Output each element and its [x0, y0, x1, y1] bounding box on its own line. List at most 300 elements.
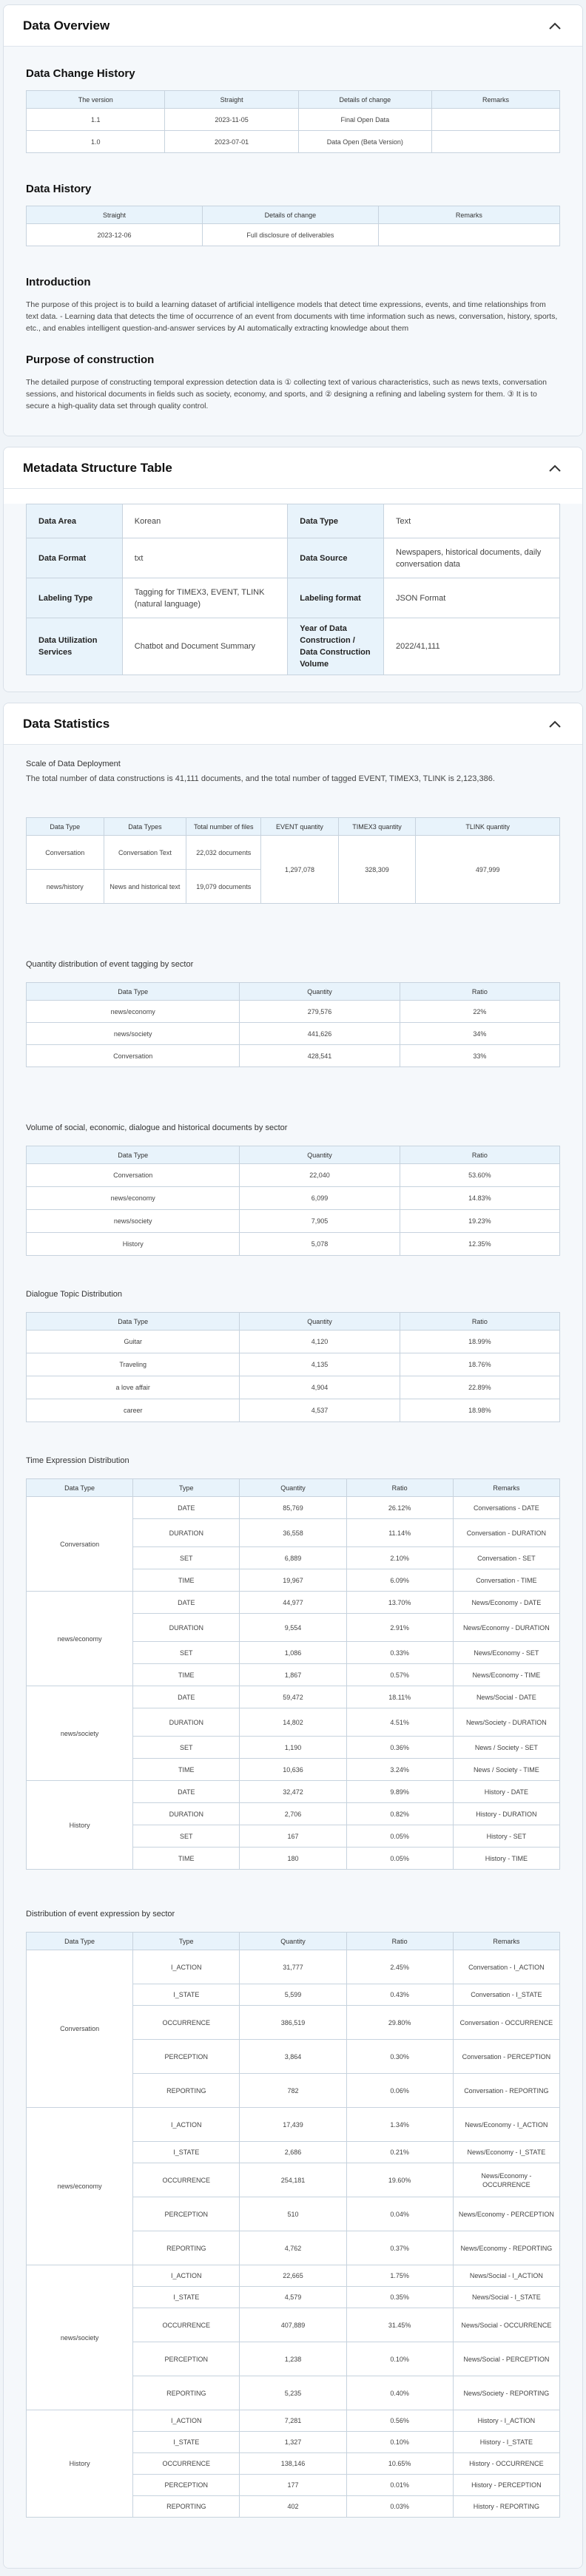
table-cell: Conversations - DATE: [453, 1497, 559, 1519]
table-cell: 19.60%: [346, 2163, 453, 2197]
table-cell: News/Economy - OCCURRENCE: [453, 2163, 559, 2197]
table-cell: PERCEPTION: [133, 2475, 240, 2496]
table-row: [27, 2410, 560, 2432]
table-cell: 2,706: [240, 1803, 346, 1825]
table-cell: 1,086: [240, 1642, 346, 1664]
table-cell: 22.89%: [400, 1376, 559, 1399]
table-cell: 0.35%: [346, 2287, 453, 2308]
table-cell: Conversation - PERCEPTION: [453, 2040, 559, 2074]
table-cell: 0.01%: [346, 2475, 453, 2496]
table-cell: 2023-11-05: [165, 109, 298, 131]
table-cell: Data Open (Beta Version): [298, 131, 431, 153]
table-cell: History - PERCEPTION: [453, 2475, 559, 2496]
table-row: [27, 538, 560, 578]
table-row: [27, 618, 560, 675]
table-cell: 0.10%: [346, 2342, 453, 2376]
table-cell: Traveling: [27, 1353, 240, 1376]
table-cell: 428,541: [240, 1045, 400, 1067]
meta-value: JSON Format: [384, 578, 560, 618]
table-cell: History - REPORTING: [453, 2496, 559, 2518]
table-cell: Conversation: [27, 836, 104, 870]
meta-key: Data Type: [288, 504, 384, 538]
table-cell: 5,235: [240, 2376, 346, 2410]
meta-key: Data Utilization Services: [27, 618, 123, 675]
table-cell: 3,864: [240, 2040, 346, 2074]
table-row: [27, 1686, 560, 1708]
table-cell: 1.75%: [346, 2265, 453, 2287]
table-cell: 0.05%: [346, 1825, 453, 1848]
table-cell: PERCEPTION: [133, 2197, 240, 2231]
table-cell: TIME: [133, 1569, 240, 1592]
table-cell: 2,686: [240, 2142, 346, 2163]
group-label: news/economy: [27, 1592, 133, 1686]
table-header: Quantity: [240, 983, 400, 1001]
table-cell: 4.51%: [346, 1708, 453, 1737]
table-cell: DATE: [133, 1592, 240, 1614]
table-header: TIMEX3 quantity: [338, 818, 416, 836]
table-cell: News/Society - REPORTING: [453, 2376, 559, 2410]
group-label: news/society: [27, 2265, 133, 2410]
table-cell: 0.40%: [346, 2376, 453, 2410]
table-row: [27, 1001, 560, 1023]
meta-value: Korean: [122, 504, 288, 538]
table-row: [27, 109, 560, 131]
table-cell: History: [27, 1233, 240, 1256]
table-header: Remarks: [378, 206, 559, 224]
table-cell: 328,309: [338, 836, 416, 904]
table-cell: 0.82%: [346, 1803, 453, 1825]
section-title: Dialogue Topic Distribution: [26, 1290, 123, 1299]
table-cell: News/Economy - SET: [453, 1642, 559, 1664]
table-cell: 53.60%: [400, 1164, 559, 1187]
table-header: Data Type: [27, 1146, 240, 1164]
table-cell: 4,762: [240, 2231, 346, 2265]
table-cell: 6.09%: [346, 1569, 453, 1592]
table-header: Data Type: [27, 983, 240, 1001]
table-header: Ratio: [346, 1479, 453, 1497]
table-cell: 17,439: [240, 2108, 346, 2142]
table-cell: 6,889: [240, 1547, 346, 1569]
meta-value: 2022/41,111: [384, 618, 560, 675]
table-cell: 5,078: [240, 1233, 400, 1256]
table-cell: Conversation - TIME: [453, 1569, 559, 1592]
table-cell: 18.99%: [400, 1331, 559, 1353]
table-cell: History - SET: [453, 1825, 559, 1848]
table-cell: 2023-07-01: [165, 131, 298, 153]
panel-title: Data Overview: [23, 18, 110, 33]
table-header: Data Type: [27, 1479, 133, 1497]
section-title: Data Change History: [26, 67, 135, 80]
table-cell: DURATION: [133, 1614, 240, 1642]
table-cell: News/Social - I_ACTION: [453, 2265, 559, 2287]
table-cell: I_ACTION: [133, 2410, 240, 2432]
table-cell: SET: [133, 1642, 240, 1664]
table-cell: REPORTING: [133, 2496, 240, 2518]
table-row: [27, 1331, 560, 1353]
event-expression-table: [26, 1932, 560, 2518]
table-header: Details of change: [298, 91, 431, 109]
table-cell: 4,904: [240, 1376, 400, 1399]
table-cell: 31,777: [240, 1950, 346, 1984]
table-cell: 31.45%: [346, 2308, 453, 2342]
table-cell: 14,802: [240, 1708, 346, 1737]
table-cell: I_STATE: [133, 2287, 240, 2308]
table-cell: 32,472: [240, 1781, 346, 1803]
table-cell: 3.24%: [346, 1759, 453, 1781]
purpose-text: The detailed purpose of constructing temporal expression detection data is ① collecting text of various characteristics, such as news texts, conversation sessions, and historical documents in fields such as society, economy, and sports, and ② designing a refining and labeling system for them. ③ It is to secure a high-quality data set through quality control.: [26, 378, 547, 410]
table-cell: 0.43%: [346, 1984, 453, 2006]
table-cell: 180: [240, 1848, 346, 1870]
section-title: Data History: [26, 183, 92, 195]
time-expression-table: [26, 1478, 560, 1870]
table-cell: 44,977: [240, 1592, 346, 1614]
table-cell: 0.05%: [346, 1848, 453, 1870]
table-header: Quantity: [240, 1933, 346, 1950]
table-cell: 22,032 documents: [186, 836, 261, 870]
table-header: Quantity: [240, 1313, 400, 1331]
table-cell: 18.98%: [400, 1399, 559, 1422]
table-cell: 1.1: [27, 109, 165, 131]
table-cell: News/Social - DATE: [453, 1686, 559, 1708]
section-title: Volume of social, economic, dialogue and historical documents by sector: [26, 1123, 288, 1132]
table-cell: 19.23%: [400, 1210, 559, 1233]
table-cell: TIME: [133, 1848, 240, 1870]
table-cell: SET: [133, 1737, 240, 1759]
table-row: [27, 1045, 560, 1067]
table-header: Type: [133, 1479, 240, 1497]
table-header: Ratio: [346, 1933, 453, 1950]
section-title: Distribution of event expression by sector: [26, 1910, 175, 1919]
metadata-panel: [3, 447, 583, 692]
table-cell: TIME: [133, 1759, 240, 1781]
volume-table: [26, 1146, 560, 1256]
meta-value: txt: [122, 538, 288, 578]
table-cell: 254,181: [240, 2163, 346, 2197]
table-header: Data Types: [104, 818, 186, 836]
table-cell: 0.04%: [346, 2197, 453, 2231]
table-cell: 497,999: [416, 836, 560, 904]
table-cell: 33%: [400, 1045, 559, 1067]
table-cell: 2.45%: [346, 1950, 453, 1984]
meta-key: Data Area: [27, 504, 123, 538]
table-cell: REPORTING: [133, 2231, 240, 2265]
table-cell: 10,636: [240, 1759, 346, 1781]
table-cell: News / Society - TIME: [453, 1759, 559, 1781]
table-cell: History - DURATION: [453, 1803, 559, 1825]
table-cell: I_ACTION: [133, 1950, 240, 1984]
table-cell: OCCURRENCE: [133, 2308, 240, 2342]
table-row: [27, 2265, 560, 2287]
section-title: Purpose of construction: [26, 354, 155, 366]
table-cell: 4,120: [240, 1331, 400, 1353]
table-header: EVENT quantity: [261, 818, 339, 836]
table-row: [27, 1376, 560, 1399]
table-row: [27, 1233, 560, 1256]
group-label: History: [27, 2410, 133, 2518]
table-cell: History - DATE: [453, 1781, 559, 1803]
table-cell: News/Economy - I_STATE: [453, 2142, 559, 2163]
meta-value: Text: [384, 504, 560, 538]
table-cell: Conversation - SET: [453, 1547, 559, 1569]
table-cell: 0.57%: [346, 1664, 453, 1686]
table-cell: 18.76%: [400, 1353, 559, 1376]
table-cell: Conversation - DURATION: [453, 1519, 559, 1547]
table-cell: History - I_ACTION: [453, 2410, 559, 2432]
table-cell: a love affair: [27, 1376, 240, 1399]
table-cell: News/Economy - PERCEPTION: [453, 2197, 559, 2231]
table-row: [27, 1023, 560, 1045]
table-cell: 22,665: [240, 2265, 346, 2287]
meta-value: Tagging for TIMEX3, EVENT, TLINK (natural language): [122, 578, 288, 618]
data-statistics-header[interactable]: [4, 703, 582, 745]
table-cell: 10.65%: [346, 2453, 453, 2475]
table-row: [27, 578, 560, 618]
table-header: Remarks: [453, 1933, 559, 1950]
table-cell: 0.36%: [346, 1737, 453, 1759]
table-header: Quantity: [240, 1479, 346, 1497]
group-label: History: [27, 1781, 133, 1870]
table-cell: 1,867: [240, 1664, 346, 1686]
table-cell: REPORTING: [133, 2074, 240, 2108]
table-cell: 402: [240, 2496, 346, 2518]
table-cell: 19,079 documents: [186, 870, 261, 904]
table-header: Ratio: [400, 1313, 559, 1331]
table-cell: 26.12%: [346, 1497, 453, 1519]
table-cell: news/economy: [27, 1001, 240, 1023]
table-cell: 22,040: [240, 1164, 400, 1187]
meta-value: Newspapers, historical documents, daily conversation data: [384, 538, 560, 578]
table-header: Total number of files: [186, 818, 261, 836]
table-row: [27, 1399, 560, 1422]
table-cell: I_STATE: [133, 2432, 240, 2453]
table-cell: News/Economy - DURATION: [453, 1614, 559, 1642]
table-row: [27, 2108, 560, 2142]
table-cell: 167: [240, 1825, 346, 1848]
table-cell: news/economy: [27, 1187, 240, 1210]
metadata-table: [26, 504, 560, 675]
intro-text: The purpose of this project is to build a learning dataset of artificial intelligence models that detect time expressions, events, and time relationships from text data. - Learning data that detects the time of occurrence of an event from documents with time information such as news, conversation, history, sports, etc., and enables intelligent question-and-answer services by AI automatically extracting knowledge about them: [26, 300, 558, 333]
meta-key: Data Source: [288, 538, 384, 578]
table-cell: REPORTING: [133, 2376, 240, 2410]
table-cell: News and historical text: [104, 870, 186, 904]
table-cell: 4,135: [240, 1353, 400, 1376]
table-cell: [431, 131, 559, 153]
table-cell: Conversation - OCCURRENCE: [453, 2006, 559, 2040]
table-row: [27, 1353, 560, 1376]
table-cell: Full disclosure of deliverables: [202, 224, 378, 246]
table-cell: 4,579: [240, 2287, 346, 2308]
table-cell: News/Economy - TIME: [453, 1664, 559, 1686]
group-label: Conversation: [27, 1950, 133, 2108]
table-cell: 0.06%: [346, 2074, 453, 2108]
table-cell: 0.10%: [346, 2432, 453, 2453]
table-row: [27, 131, 560, 153]
scale-text: The total number of data constructions is 41,111 documents, and the total number of tagged EVENT, TIMEX3, TLINK is 2,123,386.: [26, 774, 495, 783]
chevron-up-icon[interactable]: [547, 460, 563, 476]
table-cell: 7,281: [240, 2410, 346, 2432]
section-title: Quantity distribution of event tagging by sector: [26, 960, 194, 969]
table-row: [27, 1497, 560, 1519]
table-cell: News/Society - DURATION: [453, 1708, 559, 1737]
table-cell: 386,519: [240, 2006, 346, 2040]
meta-key: Labeling Type: [27, 578, 123, 618]
table-header: Data Type: [27, 1933, 133, 1950]
table-row: [27, 1592, 560, 1614]
table-header: Straight: [27, 206, 203, 224]
group-label: Conversation: [27, 1497, 133, 1592]
table-cell: 0.37%: [346, 2231, 453, 2265]
table-cell: 11.14%: [346, 1519, 453, 1547]
table-cell: OCCURRENCE: [133, 2453, 240, 2475]
table-cell: OCCURRENCE: [133, 2006, 240, 2040]
table-cell: DATE: [133, 1686, 240, 1708]
table-cell: 2023-12-06: [27, 224, 203, 246]
table-header: Remarks: [431, 91, 559, 109]
metadata-header[interactable]: [4, 447, 582, 489]
table-header: Data Type: [27, 1313, 240, 1331]
table-cell: 29.80%: [346, 2006, 453, 2040]
table-cell: career: [27, 1399, 240, 1422]
table-row: [27, 504, 560, 538]
section-title: Introduction: [26, 276, 91, 288]
table-cell: 1,190: [240, 1737, 346, 1759]
table-cell: 177: [240, 2475, 346, 2496]
group-label: news/economy: [27, 2108, 133, 2265]
table-cell: 1,238: [240, 2342, 346, 2376]
change-history-table: [26, 90, 560, 153]
table-cell: History - OCCURRENCE: [453, 2453, 559, 2475]
table-cell: TIME: [133, 1664, 240, 1686]
table-cell: SET: [133, 1825, 240, 1848]
table-cell: 0.21%: [346, 2142, 453, 2163]
table-cell: News/Economy - DATE: [453, 1592, 559, 1614]
table-cell: I_STATE: [133, 1984, 240, 2006]
table-cell: 4,537: [240, 1399, 400, 1422]
table-cell: 9,554: [240, 1614, 346, 1642]
table-cell: PERCEPTION: [133, 2040, 240, 2074]
table-cell: 1.34%: [346, 2108, 453, 2142]
table-row: [27, 1210, 560, 1233]
table-cell: 18.11%: [346, 1686, 453, 1708]
table-cell: 441,626: [240, 1023, 400, 1045]
table-row: [27, 224, 560, 246]
table-cell: 1,297,078: [261, 836, 339, 904]
table-cell: Conversation Text: [104, 836, 186, 870]
table-cell: 34%: [400, 1023, 559, 1045]
table-header: Remarks: [453, 1479, 559, 1497]
table-cell: DATE: [133, 1781, 240, 1803]
table-header: Quantity: [240, 1146, 400, 1164]
table-cell: 59,472: [240, 1686, 346, 1708]
table-header: Data Type: [27, 818, 104, 836]
dialogue-table: [26, 1312, 560, 1422]
table-cell: OCCURRENCE: [133, 2163, 240, 2197]
table-cell: 0.03%: [346, 2496, 453, 2518]
data-history-table: [26, 206, 560, 246]
table-row: [27, 1187, 560, 1210]
table-cell: 2.10%: [346, 1547, 453, 1569]
table-cell: News/Social - PERCEPTION: [453, 2342, 559, 2376]
table-cell: Conversation: [27, 1164, 240, 1187]
chevron-up-icon[interactable]: [547, 716, 563, 732]
table-cell: 1,327: [240, 2432, 346, 2453]
table-cell: News/Social - I_STATE: [453, 2287, 559, 2308]
table-header: Details of change: [202, 206, 378, 224]
table-header: TLINK quantity: [416, 818, 560, 836]
table-cell: 13.70%: [346, 1592, 453, 1614]
table-header: Straight: [165, 91, 298, 109]
table-cell: Conversation: [27, 1045, 240, 1067]
section-title: Scale of Data Deployment: [26, 760, 121, 768]
table-cell: News/Economy - REPORTING: [453, 2231, 559, 2265]
table-cell: 510: [240, 2197, 346, 2231]
table-cell: 1.0: [27, 131, 165, 153]
table-cell: History - TIME: [453, 1848, 559, 1870]
table-row: [27, 836, 560, 870]
group-label: news/society: [27, 1686, 133, 1781]
table-cell: Conversation - I_ACTION: [453, 1950, 559, 1984]
panel-title: Metadata Structure Table: [23, 460, 172, 475]
table-cell: 36,558: [240, 1519, 346, 1547]
table-cell: News/Economy - I_ACTION: [453, 2108, 559, 2142]
data-overview-panel: [3, 4, 583, 436]
event-sector-table: [26, 982, 560, 1067]
table-cell: Final Open Data: [298, 109, 431, 131]
table-cell: DURATION: [133, 1708, 240, 1737]
table-cell: Conversation - I_STATE: [453, 1984, 559, 2006]
data-overview-header[interactable]: [4, 5, 582, 47]
meta-key: Labeling format: [288, 578, 384, 618]
table-cell: [431, 109, 559, 131]
table-cell: news/history: [27, 870, 104, 904]
chevron-up-icon[interactable]: [547, 18, 563, 34]
table-cell: DURATION: [133, 1519, 240, 1547]
data-statistics-panel: [3, 703, 583, 2569]
table-header: The version: [27, 91, 165, 109]
table-cell: 407,889: [240, 2308, 346, 2342]
table-header: Type: [133, 1933, 240, 1950]
table-row: [27, 1164, 560, 1187]
table-cell: 19,967: [240, 1569, 346, 1592]
table-cell: 138,146: [240, 2453, 346, 2475]
table-row: [27, 1781, 560, 1803]
table-cell: 782: [240, 2074, 346, 2108]
scale-table: [26, 817, 560, 904]
table-cell: 12.35%: [400, 1233, 559, 1256]
table-cell: Conversation - REPORTING: [453, 2074, 559, 2108]
table-cell: 14.83%: [400, 1187, 559, 1210]
table-cell: I_ACTION: [133, 2265, 240, 2287]
table-cell: News/Social - OCCURRENCE: [453, 2308, 559, 2342]
table-cell: 22%: [400, 1001, 559, 1023]
table-cell: DURATION: [133, 1803, 240, 1825]
table-cell: History - I_STATE: [453, 2432, 559, 2453]
meta-key: Data Format: [27, 538, 123, 578]
table-row: [27, 1950, 560, 1984]
table-cell: 0.30%: [346, 2040, 453, 2074]
table-header: Ratio: [400, 983, 559, 1001]
table-cell: 2.91%: [346, 1614, 453, 1642]
table-cell: 5,599: [240, 1984, 346, 2006]
table-cell: DATE: [133, 1497, 240, 1519]
table-cell: [378, 224, 559, 246]
table-cell: 85,769: [240, 1497, 346, 1519]
table-cell: 9.89%: [346, 1781, 453, 1803]
meta-key: Year of Data Construction / Data Construction Volume: [288, 618, 384, 675]
table-cell: 279,576: [240, 1001, 400, 1023]
table-cell: I_ACTION: [133, 2108, 240, 2142]
table-cell: PERCEPTION: [133, 2342, 240, 2376]
